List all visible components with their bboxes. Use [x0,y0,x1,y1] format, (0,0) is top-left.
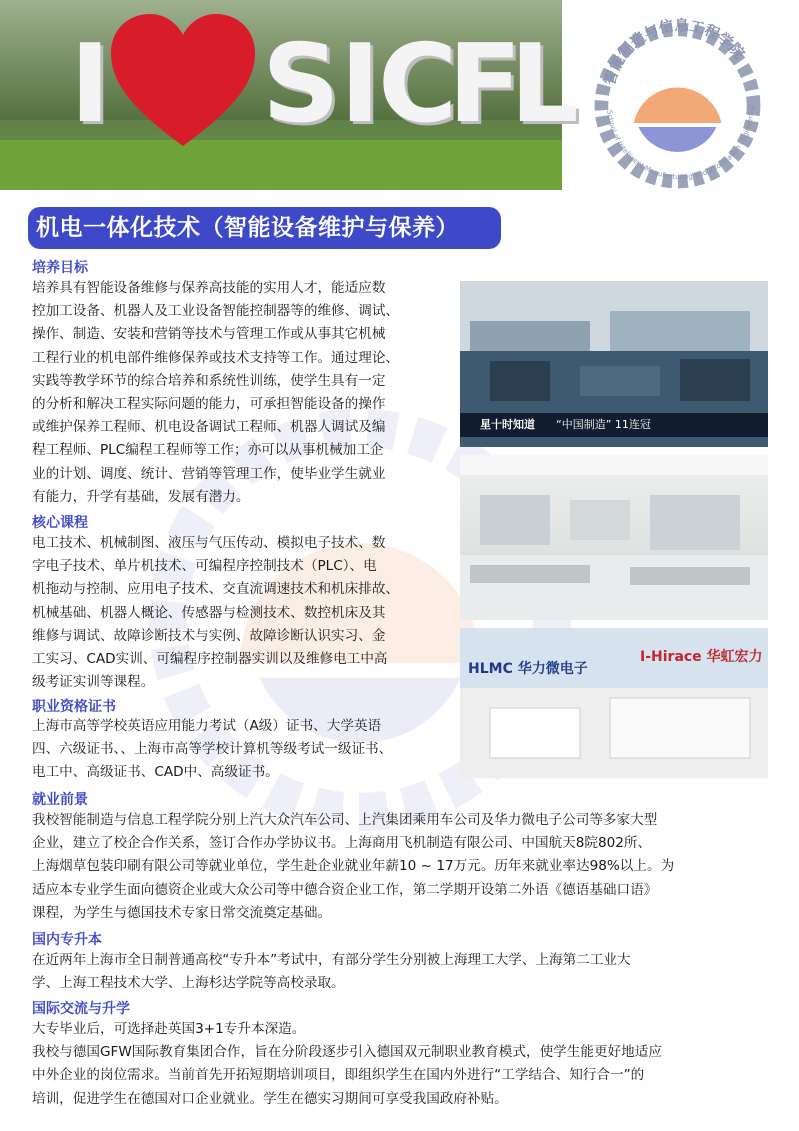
text-line: 程工程师、PLC编程工程师等工作；亦可以从事机械加工企 [32,442,384,459]
text-line: 上海市高等学校英语应用能力考试（A级）证书、大学英语 [32,718,382,734]
sign-letter-i: I [70,22,111,147]
sign-letter-c: C [378,22,458,147]
section-heading-cert: 职业资格证书 [32,699,116,715]
sign-letter-i2: I [340,22,381,147]
brand-hlmc: HLMC 华力微电子 [468,661,588,677]
school-logo [580,8,775,203]
text-line: 在近两年上海市全日制普通高校“专升本”考试中，有部分学生分别被上海理工大学、上海第二工业大 [32,952,631,968]
text-line: 四、六级证书、、上海市高等学校计算机等级考试一级证书、 [32,741,393,758]
logo-cn-name: 智能制造与信息工程学院 [601,17,748,88]
page-title: 机电一体化技术（智能设备维护与保养） [28,207,501,249]
banner-lawn [0,140,562,190]
lab-illustration [460,455,768,620]
text-line: 字电子技术、单片机技术、可编程序控制技术（PLC）、电 [32,558,377,575]
text-line: 工实习、CAD实训、可编程序控制器实训以及维修电工中高 [32,651,388,668]
section-heading-intl: 国际交流与升学 [32,1001,130,1017]
text-line: 操作、制造、安装和营销等技术与管理工作或从事其它机械 [32,326,386,343]
section-body-jobs [32,809,782,925]
text-line: 大专毕业后，可选择赴英国3+1专升本深造。 [32,1021,306,1037]
text-line: 机械基础、机器人概论、传感器与检测技术、数控机床及其 [32,604,386,621]
text-line: 我校与德国GFW国际教育集团合作，旨在分阶段逐步引入德国双元制职业教育模式，使学生能更好地适应 [32,1044,662,1061]
logo-en-name: School of Intelligent Manufacturing and Information Engineering [605,104,756,182]
heart-sculpture-icon [108,8,258,158]
photo-expo [460,628,768,778]
brand-huahong: I-Hirace 华虹宏力 [640,649,763,665]
section-body-goal [32,277,457,509]
text-line: 机拖动与控制、应用电子技术、交直流调速技术和机床排故、 [32,581,400,598]
section-body-cert [32,715,457,785]
sign-letter-f: F [448,22,522,147]
text-line: 我校智能制造与信息工程学院分别上汽大众汽车公司、上汽集团乘用车公司及华力微电子公司等多家大型 [32,812,658,828]
text-line: 维修与调试、故障诊断技术与实例、故障诊断认识实习、金 [32,627,386,644]
section-body-core [32,532,457,694]
section-body-upgrade [32,949,782,995]
text-line: 的分析和解决工程实际问题的能力，可承担智能设备的操作 [32,396,386,413]
text-line: 适应本专业学生面向德资企业或大众公司等中德合资企业工作，第二学期开设第二外语《德语基础口语》 [32,881,658,898]
text-line: 或维护保养工程师、机电设备调试工程师、机器人调试及编 [32,419,386,436]
text-line: 级考证实训等课程。 [32,674,155,691]
sign-letter-s: S [262,22,340,147]
text-line: 培训，促进学生在德国对口企业就业。学生在德实习期间可享受我国政府补贴。 [32,1090,508,1107]
text-line: 实践等教学环节的综合培养和系统性训练，使学生具有一定 [32,372,386,389]
caption-left: 星十时知道 [480,418,535,431]
text-line: 课程，为学生与德国技术专家日常交流奠定基础。 [32,904,332,921]
text-line: 中外企业的岗位需求。当前首先开拓短期培训项目，即组织学生在国内外进行“工学结合、知行合一”的 [32,1067,645,1084]
section-heading-upgrade: 国内专升本 [32,932,102,948]
photo-lab [460,455,768,620]
text-line: 培养具有智能设备维修与保养高技能的实用人才，能适应数 [32,280,386,296]
text-line: 学、上海工程技术大学、上海杉达学院等高校录取。 [32,975,345,992]
section-heading-core: 核心课程 [32,515,88,531]
caption-right: “中国制造” 11连冠 [556,418,651,431]
section-body-intl [32,1018,782,1111]
text-line: 业的计划、调度、统计、营销等管理工作，使毕业学生就业 [32,465,386,482]
text-line: 电工技术、机械制图、液压与气压传动、模拟电子技术、数 [32,535,386,551]
banner-photo [0,0,579,190]
text-line: 工程行业的机电部件维修保养或技术支持等工作。通过理论、 [32,349,400,366]
photo-factory [460,281,768,447]
text-line: 电工中、高级证书、CAD中、高级证书。 [32,764,279,781]
sign-letter-l: L [510,22,579,147]
photo-caption [460,413,768,437]
text-line: 企业，建立了校企合作关系，签订合作办学协议书。上海商用飞机制造有限公司、中国航天8院802所、 [32,835,652,852]
section-heading-jobs: 就业前景 [32,792,88,808]
section-heading-goal: 培养目标 [32,260,88,276]
text-line: 控加工设备、机器人及工业设备智能控制器等的维修、调试、 [32,303,400,320]
text-line: 上海烟草包装印刷有限公司等就业单位，学生赴企业就业年薪10 ~ 17万元。历年来就业率达98%以上。为 [32,858,675,875]
text-line: 有能力，升学有基础，发展有潜力。 [32,488,250,505]
